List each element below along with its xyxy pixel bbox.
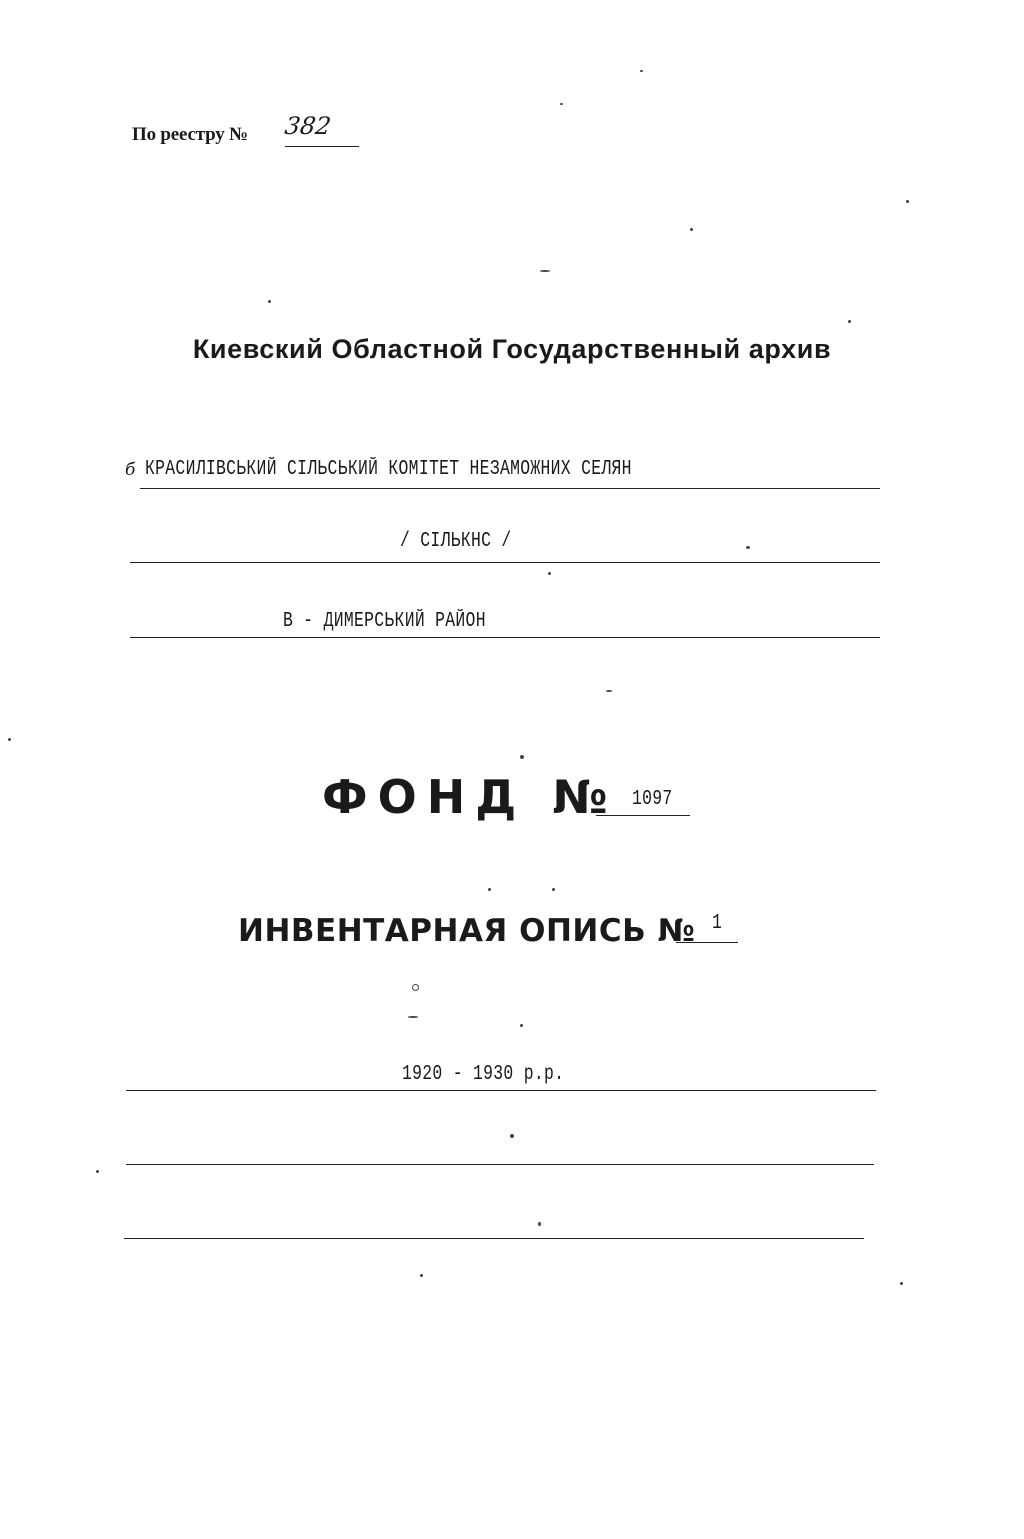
blank-line-1 <box>126 1164 874 1165</box>
scan-speck <box>412 984 419 991</box>
registry-label: По реестру № <box>132 124 248 145</box>
scan-speck <box>640 70 643 72</box>
scan-speck <box>488 888 491 891</box>
archive-name: Киевский Областной Государственный архив <box>192 334 832 364</box>
scan-speck <box>408 1016 418 1018</box>
scan-speck <box>560 103 563 105</box>
fond-number-line <box>596 815 690 816</box>
district-name: В - ДИМЕРСЬКИЙ РАЙОН <box>283 610 486 633</box>
organization-name-line <box>140 488 880 489</box>
organization-name: КРАСИЛІВСЬКИЙ СІЛЬСЬКИЙ КОМІТЕТ НЕЗАМОЖНИХ СЕЛЯН <box>145 458 632 481</box>
fond-label: ФОНД № <box>322 770 618 824</box>
scan-speck <box>690 228 693 231</box>
scan-speck <box>606 690 612 692</box>
scan-speck <box>8 738 11 741</box>
inventory-label: ИНВЕНТАРНАЯ ОПИСЬ № <box>238 913 696 949</box>
fond-number: 1097 <box>632 788 673 811</box>
years-range: 1920 - 1930 р.р. <box>402 1063 565 1086</box>
scan-speck <box>548 572 551 575</box>
organization-mark: б <box>125 460 136 480</box>
registry-number: 382 <box>283 112 333 140</box>
scan-speck <box>520 755 524 759</box>
scan-speck <box>96 1170 99 1173</box>
organization-abbreviation-line <box>130 562 880 563</box>
registry-underline <box>285 146 359 147</box>
scan-speck <box>510 1134 514 1138</box>
scan-speck <box>900 1282 903 1285</box>
district-line <box>130 637 880 638</box>
blank-line-2 <box>124 1238 864 1239</box>
scan-speck <box>906 200 909 203</box>
scan-speck <box>520 1024 523 1027</box>
scan-speck <box>848 320 851 323</box>
scan-speck <box>420 1274 423 1277</box>
inventory-number: 1 <box>712 912 723 935</box>
scan-speck <box>540 270 550 272</box>
scan-speck <box>268 300 271 303</box>
years-line <box>126 1090 876 1091</box>
scan-speck <box>552 888 555 891</box>
scan-speck <box>538 1222 541 1226</box>
inventory-number-line <box>676 942 738 943</box>
scan-speck <box>746 546 750 549</box>
organization-abbreviation: / СІЛЬКНС / <box>400 530 512 553</box>
